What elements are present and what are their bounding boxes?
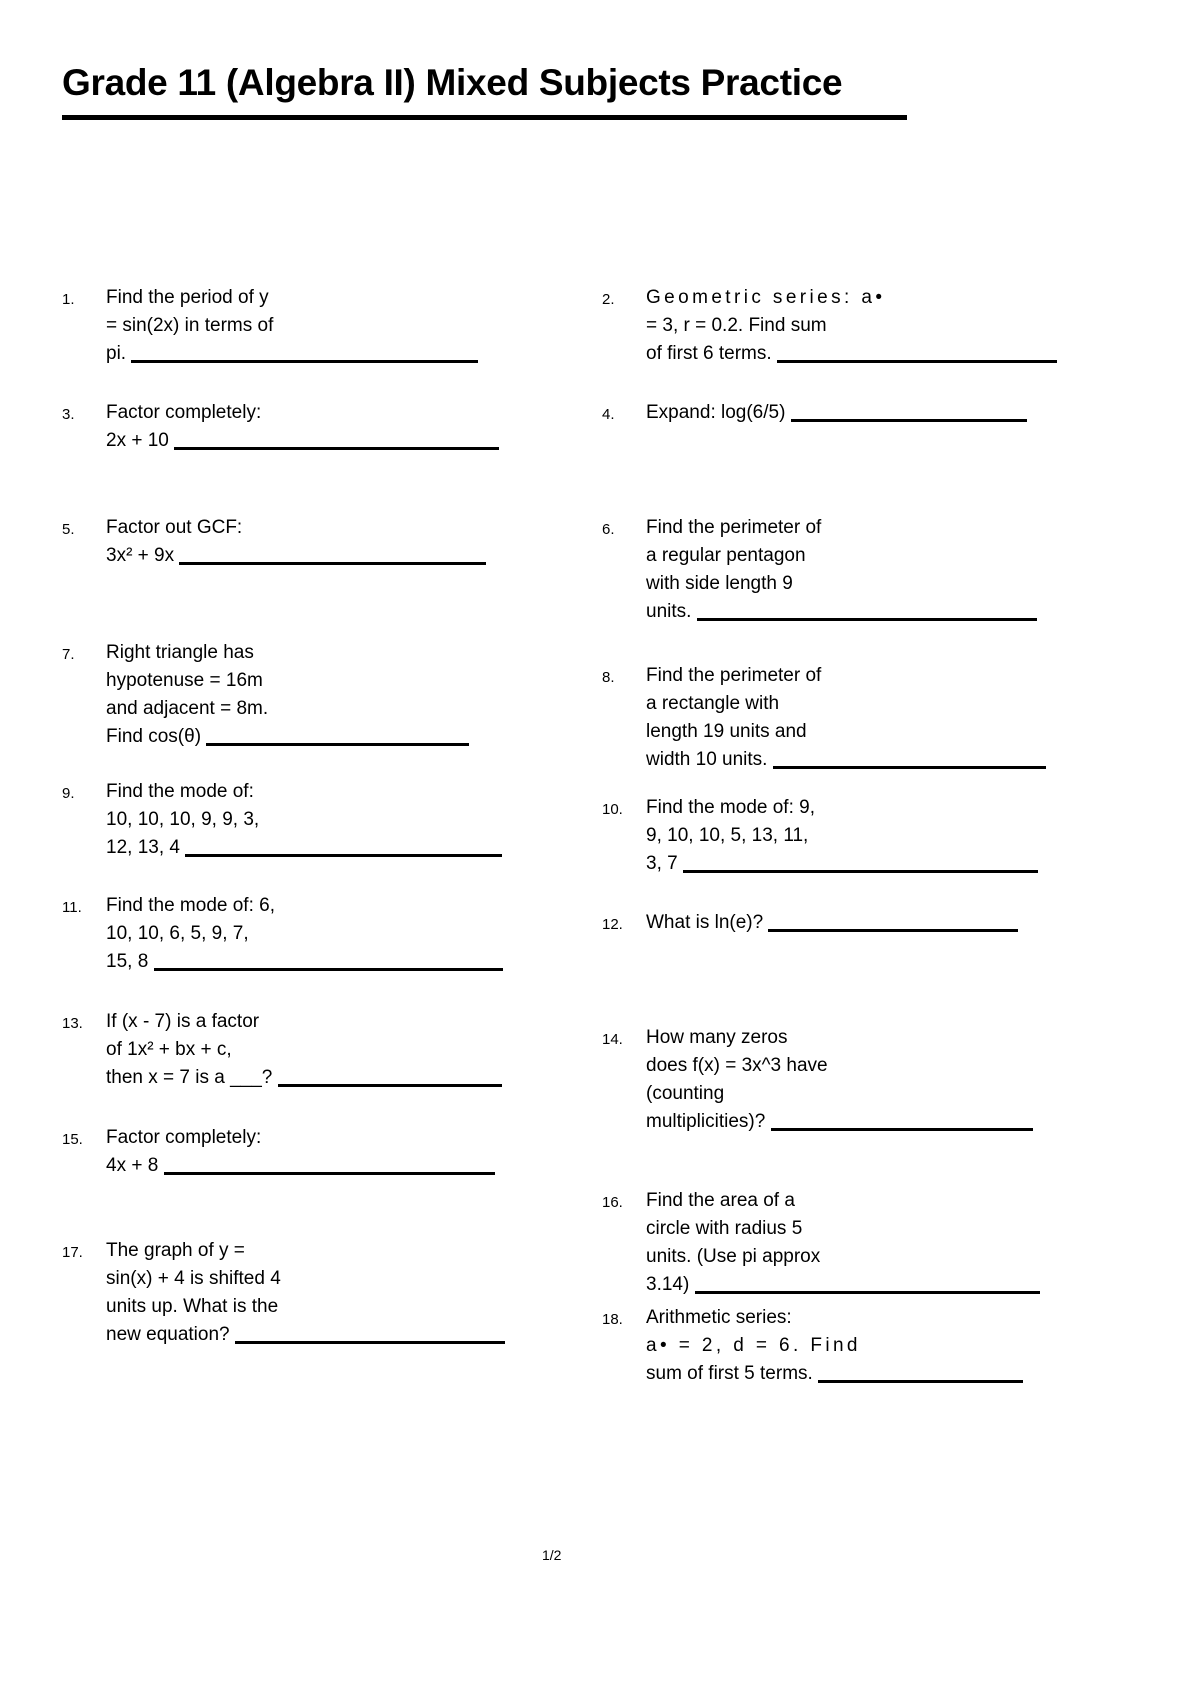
question-line-text: Find the perimeter of — [646, 665, 822, 686]
question-line — [106, 1008, 544, 1036]
question-line-text: of 1x² + bx + c, — [106, 1039, 232, 1060]
question-line-text: sin(x) + 4 is shifted 4 — [106, 1268, 281, 1289]
question-text — [646, 1187, 1084, 1299]
question-line — [106, 1124, 544, 1152]
question-line — [646, 1271, 1084, 1299]
question-text — [646, 514, 1084, 626]
question-line — [646, 514, 1084, 542]
question-line — [106, 284, 544, 312]
question-line — [106, 892, 544, 920]
question-number: 16. — [602, 1194, 623, 1211]
question-line-text: If (x - 7) is a factor — [106, 1011, 260, 1032]
question-number: 6. — [602, 521, 615, 538]
question-text — [106, 514, 544, 570]
question-item — [62, 1124, 544, 1180]
question-item — [62, 1008, 544, 1092]
question-line-text: 15, 8 — [106, 951, 149, 972]
question-line — [106, 667, 544, 695]
sheet-content — [62, 62, 1084, 1602]
question-line — [106, 806, 544, 834]
answer-blank[interactable] — [818, 1364, 1023, 1383]
question-line — [646, 662, 1084, 690]
question-line — [646, 1243, 1084, 1271]
question-item — [602, 1024, 1084, 1136]
answer-blank[interactable] — [695, 1275, 1040, 1294]
question-line — [646, 1304, 1084, 1332]
question-line — [646, 1080, 1084, 1108]
answer-blank[interactable] — [235, 1325, 505, 1344]
question-line — [106, 312, 544, 340]
question-line-text: (counting — [646, 1083, 725, 1104]
question-number: 7. — [62, 646, 75, 663]
question-line — [646, 1332, 1084, 1360]
question-item — [602, 662, 1084, 774]
question-line — [646, 284, 1084, 312]
question-text — [106, 284, 544, 368]
answer-blank[interactable] — [771, 1112, 1033, 1131]
question-line — [646, 690, 1084, 718]
question-line-text: Factor completely: — [106, 402, 262, 423]
question-item — [602, 1187, 1084, 1299]
question-line-text: Right triangle has — [106, 642, 254, 663]
question-number: 13. — [62, 1015, 83, 1032]
question-line-text: How many zeros — [646, 1027, 788, 1048]
question-line — [646, 542, 1084, 570]
question-line — [646, 1024, 1084, 1052]
question-item — [62, 399, 544, 455]
question-line-text: 2x + 10 — [106, 430, 169, 451]
question-line-text: then x = 7 is a ___? — [106, 1067, 273, 1088]
question-line-text: The graph of y = — [106, 1240, 245, 1261]
question-number: 3. — [62, 406, 75, 423]
answer-blank[interactable] — [768, 913, 1018, 932]
question-line — [646, 909, 1084, 937]
question-line-text: 10, 10, 10, 9, 9, 3, — [106, 809, 260, 830]
question-line-text: multiplicities)? — [646, 1111, 766, 1132]
question-line-text: a regular pentagon — [646, 545, 806, 566]
question-line — [106, 723, 544, 751]
question-text — [646, 1024, 1084, 1136]
question-number: 8. — [602, 669, 615, 686]
question-line — [646, 1215, 1084, 1243]
question-number: 11. — [62, 899, 82, 916]
question-text — [106, 1124, 544, 1180]
question-line — [646, 1360, 1084, 1388]
question-line-text: length 19 units and — [646, 721, 807, 742]
answer-blank[interactable] — [164, 1156, 495, 1175]
question-line-text: units. — [646, 601, 692, 622]
answer-blank[interactable] — [174, 431, 499, 450]
question-text — [646, 284, 1084, 368]
question-number: 14. — [602, 1031, 623, 1048]
question-line-text: circle with radius 5 — [646, 1218, 803, 1239]
question-line-text: Find the period of y — [106, 287, 269, 308]
question-text — [106, 1237, 544, 1349]
question-line — [106, 542, 544, 570]
question-number: 1. — [62, 291, 75, 308]
question-line-text: Find the mode of: — [106, 781, 254, 802]
question-number: 9. — [62, 785, 75, 802]
question-line-text: new equation? — [106, 1324, 230, 1345]
question-item — [62, 639, 544, 751]
question-number: 12. — [602, 916, 623, 933]
question-line-text: 3, 7 — [646, 853, 678, 874]
question-line — [106, 427, 544, 455]
question-line-text: 9, 10, 10, 5, 13, 11, — [646, 825, 809, 846]
question-line-text: What is ln(e)? — [646, 912, 764, 933]
question-line-text: = 3, r = 0.2. Find sum — [646, 315, 827, 336]
question-line-text: Find the mode of: 9, — [646, 797, 815, 818]
question-line-text: 3.14) — [646, 1274, 690, 1295]
question-line — [646, 598, 1084, 626]
question-line — [106, 1036, 544, 1064]
question-line — [106, 834, 544, 862]
question-line-text: and adjacent = 8m. — [106, 698, 269, 719]
question-number: 4. — [602, 406, 615, 423]
question-line-text: Expand: log(6/5) — [646, 402, 786, 423]
answer-blank[interactable] — [131, 344, 478, 363]
question-line — [106, 948, 544, 976]
question-line-text: 4x + 8 — [106, 1155, 159, 1176]
question-line-text: 12, 13, 4 — [106, 837, 180, 858]
question-line — [646, 1052, 1084, 1080]
answer-blank[interactable] — [773, 750, 1046, 769]
question-line-text: width 10 units. — [646, 749, 768, 770]
question-text — [646, 399, 1084, 427]
question-line-text: sum of first 5 terms. — [646, 1363, 813, 1384]
question-text — [106, 399, 544, 455]
question-line-text: 3x² + 9x — [106, 545, 175, 566]
question-item — [602, 909, 1084, 939]
question-line-text: Geometric series: a• — [646, 287, 886, 308]
question-text — [106, 639, 544, 751]
question-line — [106, 340, 544, 368]
question-line — [106, 1064, 544, 1092]
question-item — [62, 778, 544, 862]
question-line-text: with side length 9 — [646, 573, 793, 594]
question-line — [646, 312, 1084, 340]
question-line — [106, 514, 544, 542]
title-divider — [62, 115, 907, 120]
question-text — [646, 662, 1084, 774]
question-number: 17. — [62, 1244, 83, 1261]
answer-blank[interactable] — [154, 952, 503, 971]
question-line-text: units up. What is the — [106, 1296, 279, 1317]
answer-blank[interactable] — [683, 854, 1038, 873]
question-line-text: Factor completely: — [106, 1127, 262, 1148]
question-line-text: Find the mode of: 6, — [106, 895, 275, 916]
question-line — [646, 340, 1084, 368]
question-line — [646, 794, 1084, 822]
question-line-text: units. (Use pi approx — [646, 1246, 821, 1267]
question-item — [62, 284, 544, 368]
question-item — [602, 284, 1084, 368]
question-line-text: Find the perimeter of — [646, 517, 822, 538]
question-line — [106, 1152, 544, 1180]
question-item — [602, 1304, 1084, 1388]
question-line — [646, 718, 1084, 746]
question-line — [646, 822, 1084, 850]
question-text — [106, 892, 544, 976]
question-text — [106, 1008, 544, 1092]
question-line-text: a• = 2, d = 6. Find — [646, 1335, 861, 1356]
question-line — [106, 1237, 544, 1265]
answer-blank[interactable] — [185, 838, 502, 857]
page-number: 1/2 — [542, 1547, 562, 1563]
question-item — [602, 514, 1084, 626]
answer-blank[interactable] — [206, 727, 469, 746]
question-line — [646, 570, 1084, 598]
question-line — [106, 920, 544, 948]
question-line-text: pi. — [106, 343, 127, 364]
answer-blank[interactable] — [777, 344, 1057, 363]
question-line — [646, 1187, 1084, 1215]
question-line — [646, 399, 1084, 427]
question-number: 10. — [602, 801, 623, 818]
question-item — [62, 1237, 544, 1349]
question-number: 2. — [602, 291, 615, 308]
question-item — [602, 794, 1084, 878]
question-item — [62, 514, 544, 570]
question-line — [106, 778, 544, 806]
answer-blank[interactable] — [791, 403, 1027, 422]
answer-blank[interactable] — [278, 1068, 502, 1087]
question-text — [646, 909, 1084, 937]
question-line-text: = sin(2x) in terms of — [106, 315, 274, 336]
question-line-text: Find cos(θ) — [106, 726, 202, 747]
question-line — [646, 746, 1084, 774]
question-line — [106, 639, 544, 667]
answer-blank[interactable] — [697, 602, 1037, 621]
question-line — [106, 1293, 544, 1321]
question-line — [646, 1108, 1084, 1136]
question-line-text: Arithmetic series: — [646, 1307, 792, 1328]
question-item — [602, 399, 1084, 429]
question-line — [106, 1321, 544, 1349]
question-line — [646, 850, 1084, 878]
question-text — [646, 1304, 1084, 1388]
question-item — [62, 892, 544, 976]
question-text — [106, 778, 544, 862]
question-line-text: a rectangle with — [646, 693, 780, 714]
question-line-text: hypotenuse = 16m — [106, 670, 263, 691]
question-number: 5. — [62, 521, 75, 538]
question-line — [106, 695, 544, 723]
question-line-text: Factor out GCF: — [106, 517, 243, 538]
question-line-text: does f(x) = 3x^3 have — [646, 1055, 828, 1076]
question-line — [106, 399, 544, 427]
question-line-text: 10, 10, 6, 5, 9, 7, — [106, 923, 249, 944]
question-line — [106, 1265, 544, 1293]
question-line-text: of first 6 terms. — [646, 343, 772, 364]
question-number: 18. — [602, 1311, 623, 1328]
page-title: Grade 11 (Algebra II) Mixed Subjects Practice — [62, 62, 843, 103]
answer-blank[interactable] — [179, 546, 486, 565]
question-line-text: Find the area of a — [646, 1190, 795, 1211]
question-text — [646, 794, 1084, 878]
question-number: 15. — [62, 1131, 83, 1148]
